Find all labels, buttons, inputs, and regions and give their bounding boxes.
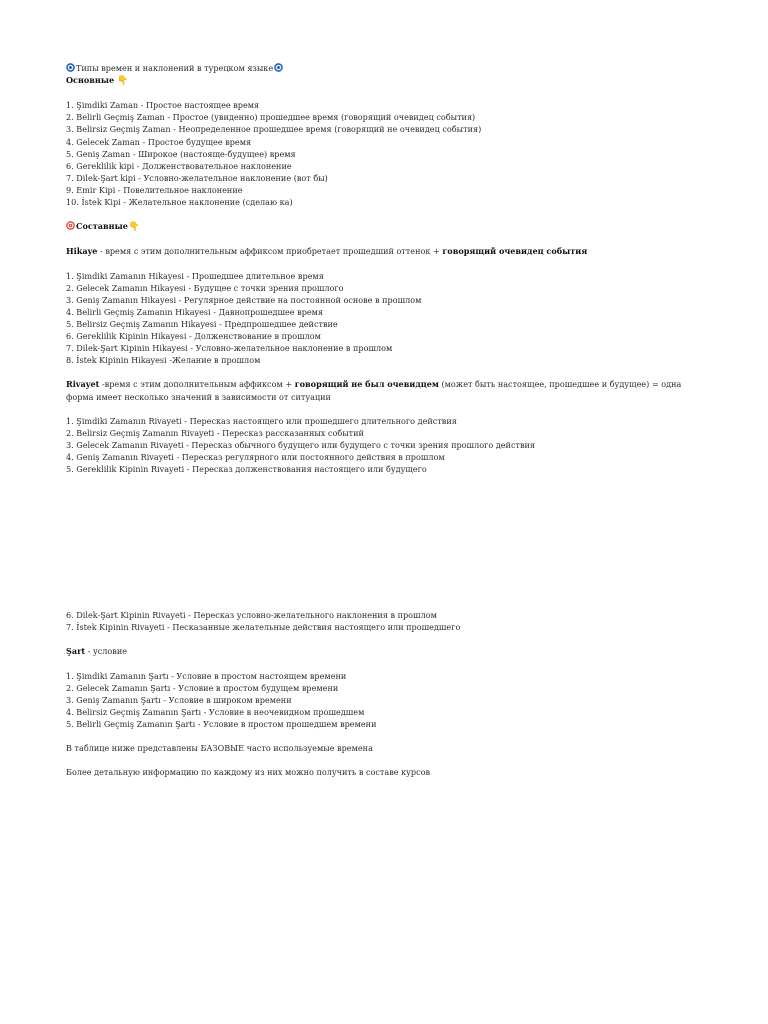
pointing-down-hand-icon: 👇 xyxy=(128,222,141,233)
list-item: 9. Emir Kipi - Повелительное наклонение xyxy=(66,184,243,195)
title-line xyxy=(66,62,696,74)
list-item: 3. Geniş Zamanın Şartı - Условие в широком времени xyxy=(66,694,292,705)
basic-heading-line xyxy=(66,74,696,87)
target-icon xyxy=(66,221,75,230)
page-break-gap xyxy=(66,475,696,609)
list-item: 4. Belirli Geçmiş Zamanın Hikayesi - Давнопрошедшее время xyxy=(66,306,324,317)
footer-note-courses: Более детальную информацию по каждому из них можно получить в составе курсов xyxy=(66,767,431,778)
list-item: 2. Belirli Geçmiş Zaman - Простое (увиденно) прошедшее время (говорящий очевидец события) xyxy=(66,112,476,123)
list-item: 3. Belirsiz Geçmiş Zaman - Неопределенное прошедшее время (говорящий не очевидец события) xyxy=(66,124,482,135)
rivayet-term: Rivayet xyxy=(66,379,100,390)
list-item: 5. Belirsiz Geçmiş Zamanın Hikayesi - Предпрошедшее действие xyxy=(66,318,338,329)
list-item: 1. Şimdiki Zamanın Hikayesi - Прошедшее длительное время xyxy=(66,270,324,281)
page-title: Типы времен и наклонений в турецком языке xyxy=(76,63,274,73)
hikaye-list xyxy=(66,270,696,367)
list-item: 8. İstek Kipinin Hikayesi -Желание в прошлом xyxy=(66,355,261,366)
sart-description: - условие xyxy=(85,646,128,657)
list-item: 5. Belirli Geçmiş Zamanın Şartı - Условие в простом прошедшем времени xyxy=(66,719,377,730)
list-item: 2. Gelecek Zamanın Hikayesi - Будущее с точки зрения прошлого xyxy=(66,282,344,293)
hikaye-term: Hikaye xyxy=(66,246,98,257)
list-item: 6. Gereklilik kipi - Долженствовательное наклонение xyxy=(66,160,292,171)
list-item: 1. Şimdiki Zamanın Şartı - Условие в простом настоящем времени xyxy=(66,670,347,681)
rivayet-list xyxy=(66,415,696,475)
list-item: 6. Gereklilik Kipinin Hikayesi - Долженствование в прошлом xyxy=(66,331,321,342)
rivayet-list-continued xyxy=(66,609,696,633)
list-item: 4. Geniş Zamanın Rivayeti - Пересказ регулярного или постоянного действия в прошлом xyxy=(66,452,445,462)
footer-note-table: В таблице ниже представлены БАЗОВЫЕ часто используемые времена xyxy=(66,743,373,754)
compound-heading-line xyxy=(66,220,696,233)
list-item: 2. Belirsiz Geçmiş Zamanın Rivayeti - Пересказ рассказанных событий xyxy=(66,427,364,438)
list-item: 4. Gelecek Zaman - Простое будущее время xyxy=(66,136,252,147)
document-page xyxy=(66,62,696,779)
list-item: 7. Dilek-Şart kipi - Условно-желательное наклонение (вот бы) xyxy=(66,172,328,183)
hikaye-emphasis: говорящий очевидец события xyxy=(442,246,588,257)
pointing-down-hand-icon: 👇 xyxy=(117,76,129,87)
rivayet-definition xyxy=(66,378,696,402)
rivayet-description: -время с этим дополнительным аффиксом + xyxy=(99,379,295,390)
list-item: 2. Gelecek Zamanın Şartı - Условие в простом будущем времени xyxy=(66,682,339,693)
rivayet-emphasis: говорящий не был очевидцем xyxy=(294,379,439,390)
list-item: 5. Gereklilik Kipinin Rivayeti - Пересказ долженствования настоящего или будущего xyxy=(66,464,427,475)
list-item: 3. Geniş Zamanın Hikayesi - Регулярное действие на постоянной основе в прошлом xyxy=(66,294,422,305)
list-item: 4. Belirsiz Geçmiş Zamanın Şartı - Условие в неочевидном прошедшем xyxy=(66,706,365,717)
hikaye-description: - время с этим дополнительным аффиксом приобретает прошедший оттенок + xyxy=(97,246,443,257)
list-item: 10. İstek Kipi - Желательное наклонение (сделаю ка) xyxy=(66,197,293,208)
list-item: 3. Gelecek Zamanın Rivayeti - Пересказ обычного будущего или будущего с точки зрения прошлого действия xyxy=(66,439,536,450)
rivayet-description-cont: (может быть настоящее, прошедшее и будущее) = одна форма имеет несколько значений в зависимости от ситуации xyxy=(66,379,682,402)
compound-heading: Составные xyxy=(76,221,128,232)
list-item: 7. İstek Kipinin Rivayeti - Песказанные желательные действия настоящего или прошедшего xyxy=(66,622,461,633)
basic-heading: Основные xyxy=(66,75,115,86)
basic-list xyxy=(66,99,696,208)
list-item: 7. Dilek-Şart Kipinin Hikayesi - Условно-желательное наклонение в прошлом xyxy=(66,343,393,354)
sart-definition xyxy=(66,645,696,657)
sart-term: Şart xyxy=(66,646,86,657)
nazar-eye-icon xyxy=(274,63,283,72)
nazar-eye-icon xyxy=(66,63,75,72)
list-item: 5. Geniş Zaman - Широкое (настояще-будущее) время xyxy=(66,148,296,159)
list-item: 1. Şimdiki Zaman - Простое настоящее время xyxy=(66,100,260,111)
hikaye-definition xyxy=(66,245,696,257)
sart-list xyxy=(66,670,696,730)
list-item: 6. Dilek-Şart Kipinin Rivayeti - Пересказ условно-желательного наклонения в прошлом xyxy=(66,610,437,621)
list-item: 1. Şimdiki Zamanın Rivayeti - Пересказ настоящего или прошедшего длительного действия xyxy=(66,415,457,426)
